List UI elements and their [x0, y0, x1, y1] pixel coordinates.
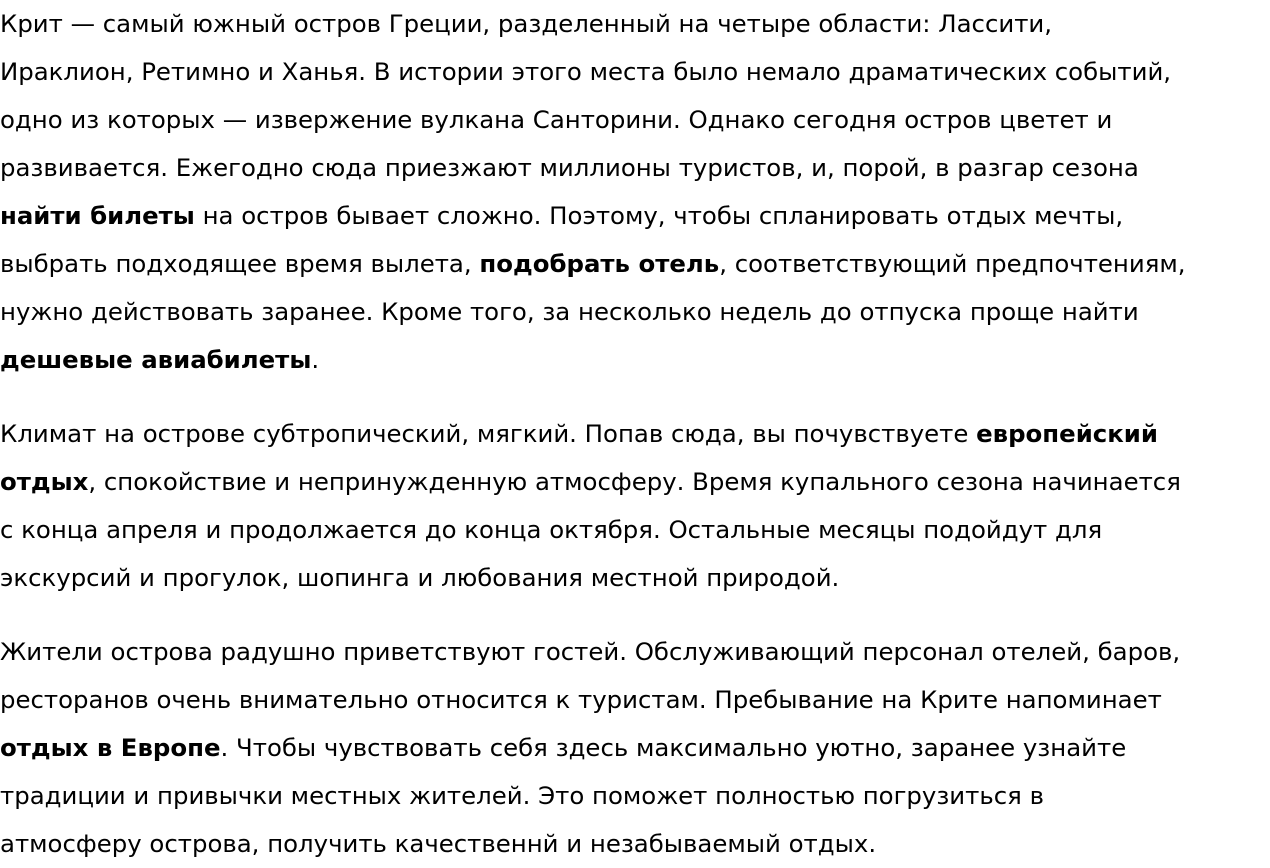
highlight-rest: отдых — [0, 467, 89, 496]
text-run: Крит — самый южный остров Греции, разделенный на четыре области: Лассити, — [0, 9, 1053, 38]
text-line — [0, 240, 1270, 288]
highlight-choose-hotel: подобрать отель — [479, 249, 720, 278]
text-run: развивается. Ежегодно сюда приезжают миллионы туристов, и, порой, в разгар сезона — [0, 153, 1139, 182]
highlight-europe-rest: отдых в Европе — [0, 733, 221, 762]
text-run: традиции и привычки местных жителей. Это поможет полностью погрузиться в — [0, 781, 1044, 810]
text-line — [0, 772, 1270, 820]
text-line — [0, 96, 1270, 144]
text-run: , спокойствие и непринужденную атмосферу. Время купального сезона начинается — [88, 467, 1181, 496]
text-run: . — [311, 345, 320, 374]
text-line — [0, 628, 1270, 676]
text-run: атмосферу острова, получить качественнй и незабываемый отдых. — [0, 829, 877, 858]
text-run: выбрать подходящее время вылета, — [0, 249, 480, 278]
paragraph-locals — [0, 628, 1270, 868]
text-line — [0, 458, 1270, 506]
text-run: с конца апреля и продолжается до конца октября. Остальные месяцы подойдут для — [0, 515, 1103, 544]
paragraph-intro — [0, 0, 1270, 384]
text-run: одно из которых — извержение вулкана Санторини. Однако сегодня остров цветет и — [0, 105, 1113, 134]
text-line — [0, 554, 1270, 602]
text-line — [0, 336, 1270, 384]
text-line — [0, 288, 1270, 336]
text-line — [0, 144, 1270, 192]
highlight-cheap-flights: дешевые авиабилеты — [0, 345, 312, 374]
text-run: ресторанов очень внимательно относится к туристам. Пребывание на Крите напоминает — [0, 685, 1162, 714]
text-run: Жители острова радушно приветствуют гостей. Обслуживающий персонал отелей, баров, — [0, 637, 1181, 666]
paragraph-climate — [0, 410, 1270, 602]
highlight-find-tickets: найти билеты — [0, 201, 195, 230]
text-run: Ираклион, Ретимно и Ханья. В истории этого места было немало драматических событий, — [0, 57, 1172, 86]
text-run: на остров бывает сложно. Поэтому, чтобы спланировать отдых мечты, — [194, 201, 1124, 230]
text-line — [0, 192, 1270, 240]
text-line — [0, 0, 1270, 48]
text-line — [0, 410, 1270, 458]
text-run: Климат на острове субтропический, мягкий. Попав сюда, вы почувствуете — [0, 419, 977, 448]
text-run: . Чтобы чувствовать себя здесь максимально уютно, заранее узнайте — [220, 733, 1127, 762]
text-run: нужно действовать заранее. Кроме того, за несколько недель до отпуска проще найти — [0, 297, 1139, 326]
text-line — [0, 676, 1270, 724]
text-line — [0, 724, 1270, 772]
text-run: , соответствующий предпочтениям, — [719, 249, 1186, 278]
text-line — [0, 820, 1270, 868]
text-run: экскурсий и прогулок, шопинга и любования местной природой. — [0, 563, 840, 592]
text-line — [0, 506, 1270, 554]
highlight-european: европейский — [976, 419, 1158, 448]
text-line — [0, 48, 1270, 96]
